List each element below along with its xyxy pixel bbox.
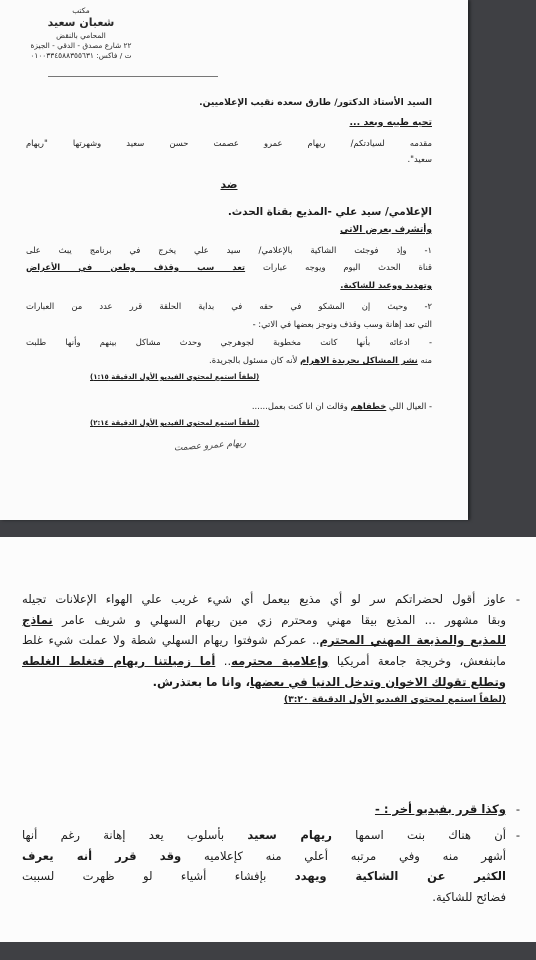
letter-page-2	[0, 537, 536, 942]
para2-line-2: التي تعد إهانة وسب وقذف ونوجز بعضها في الاتي: -	[252, 319, 432, 329]
line	[22, 651, 506, 672]
bullet2-text: - العيال اللي	[386, 401, 432, 411]
intro-line-2: سعيد".	[407, 154, 432, 164]
intro-line-1: مقدمه لسيادتكم/ ريهام عمرو عصمت حسن سعيد وشهرتها "ريهام	[26, 138, 432, 148]
line-highlight: للمذيع والمذيعة المهني المحترم	[319, 633, 506, 648]
line	[22, 866, 506, 887]
para2-bullet-1-cont	[26, 354, 432, 367]
bottom-strip	[0, 942, 536, 960]
line-text: أشهر منه وفي مرتبه أعلي منه كإعلاميه	[181, 848, 506, 863]
line-highlight: وإعلامية محترمه	[231, 653, 329, 668]
para1-highlight: تعد سب وقذف وطعن في الأعراض	[26, 262, 246, 272]
letterhead-divider	[48, 76, 218, 77]
line-text: .. عمركم شوفتوا ريهام السهلي شطة ولا عملت شيء غلط	[22, 633, 320, 648]
dash-bullet-icon: -	[515, 592, 520, 606]
letterhead-phone: ت / فاكس: ٠١٠٠٣٣٤٥٨٨٣٥٥٦٣١	[30, 50, 132, 60]
video-ref-3: (لطفاً استمع لمحتوى الفيديو الأول الدقيقة ٣:٢٠)	[283, 694, 506, 706]
bullet2-highlight: خطفاهم	[350, 401, 387, 411]
list-item-1	[22, 589, 520, 709]
versus-heading: ضد	[220, 178, 238, 191]
list-item-1-text	[22, 589, 506, 709]
para2-text-end: لأنه كان مسئول بالجريدة.	[209, 355, 301, 365]
para1-text: قناة الحدث اليوم ويوجه عبارات	[245, 262, 433, 272]
para1-line-3: وتهديد ووعيد للشاكية.	[340, 280, 432, 290]
para2-bullet-1: - ادعائه بأنها كانت مخطوبة لجوهرجي وحدث مشاكل بينهم وأنها طلبت	[26, 337, 432, 347]
line-text: ، وانا ما بعتذرش.	[152, 674, 250, 689]
letterhead-address: ٢٢ شارع مصدق - الدقي - الجيزة	[30, 40, 132, 50]
dash-bullet-icon: -	[515, 828, 520, 842]
list-item-3-text	[22, 825, 506, 908]
addressee: السيد الأستاذ الدكتور/ طارق سعده نقيب الإعلاميين.	[199, 97, 432, 108]
para2-line-1: ٢- وحيث إن المشكو في حقه في بداية الحلقة قرر عدد من العبارات	[26, 301, 432, 311]
line-text: ..	[215, 653, 232, 668]
letterhead-title: المحامي بالنقض	[56, 30, 106, 40]
line-text: بإفشاء أشياء لو ظهرت لسببت	[22, 869, 295, 884]
list-item-2-text: وكذا قرر بفيديو أخر : -	[374, 802, 506, 816]
line-highlight: نماذج	[22, 612, 53, 627]
list-item-3	[22, 825, 520, 908]
line-highlight: أما زميلتنا ريهام فتغلط الغلطه	[22, 653, 216, 668]
para2-bullet-2	[26, 400, 432, 413]
para2-highlight: نشر المشاكل بجريدة الاهرام	[300, 355, 418, 365]
letterhead-name: شعبان سعيد	[47, 16, 115, 30]
line-text: مابنفعش، وخريجة جامعة أمريكيا	[328, 653, 507, 668]
line-text: أن هناك بنت اسمها	[331, 828, 506, 842]
line: عاوز أقول لحضراتكم سر لو أي مذيع بيعمل أي شيء غريب علي الهواء الإعلانات تجيله	[22, 592, 506, 606]
line-text: بأسلوب يعد إهانة رغم أنها	[22, 828, 248, 842]
line	[22, 672, 506, 693]
line	[22, 630, 506, 651]
honor-line: وأتشرف بعرض الاتي	[340, 225, 432, 235]
line	[22, 846, 506, 867]
letterhead	[26, 6, 136, 61]
line	[22, 825, 506, 846]
line-text: وبقا مشهور ... المذيع بيقا مهني ومحترم زي مين ريهام السهلي و شريف عامر	[52, 612, 506, 627]
line-highlight: وتطلع تقولك الاخوان وتدخل الدنيا في بعضها	[249, 674, 506, 689]
dash-bullet-icon: -	[515, 802, 520, 816]
list-item-2	[22, 799, 520, 820]
para1-line-1: ١- وإذ فوجئت الشاكية بالإعلامي/ سيد علي يخرج في برنامج يبث على	[26, 245, 432, 255]
line-highlight: الكثير عن الشاكية ويهدد	[294, 869, 506, 884]
line: فضائح للشاكية.	[432, 889, 506, 904]
video-ref-2: (لطفاً استمع لمحتوى الفيديو الأول الدقيقة ٢:١٤)	[90, 419, 260, 427]
line-highlight: وقد قرر أنه يعرف	[22, 848, 182, 863]
letter-page-1	[0, 0, 468, 520]
line-highlight: ريهام سعيد	[247, 828, 332, 842]
defendant: الإعلامي/ سيد علي -المذيع بقناة الحدث.	[227, 206, 432, 218]
signature: ريهام عمرو عصمت	[173, 438, 247, 454]
letterhead-office: مكتب	[72, 6, 90, 15]
para2-text: منه	[417, 355, 432, 365]
video-ref-1: (لطفاً استمع لمحتوى الفيديو الأول الدقيقة ١:١٥)	[90, 373, 260, 381]
bullet2-text-end: وقالت ان انا كنت بعمل......	[251, 401, 351, 411]
para1-line-2	[26, 261, 432, 274]
line	[22, 610, 506, 631]
greeting: تحيه طيبه وبعد ...	[349, 117, 432, 128]
